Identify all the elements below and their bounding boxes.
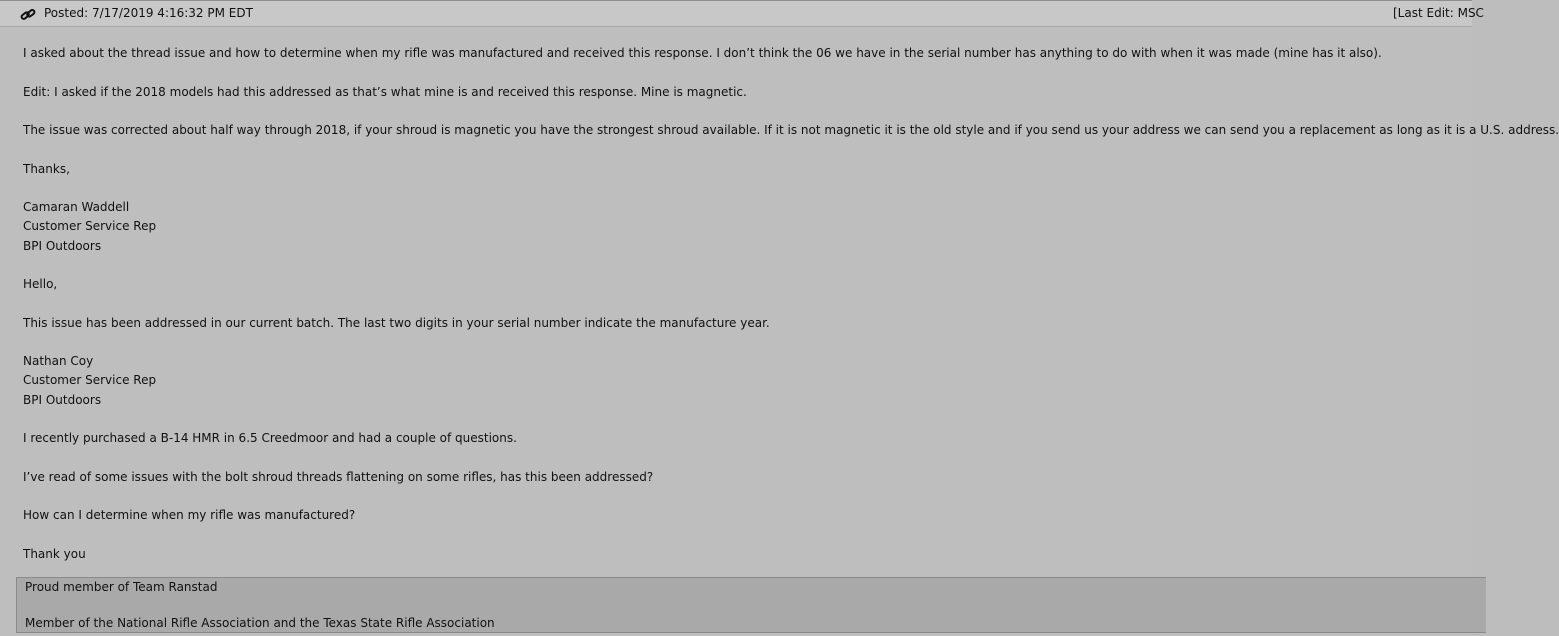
blank-line [23,256,1483,275]
post-line: I’ve read of some issues with the bolt shroud threads flattening on some rifles, has this been addressed? [23,469,654,484]
signature-line: Member of the National Rifle Association and the Texas State Rifle Association [25,616,495,630]
blank-line [23,102,1483,121]
post-line: This issue has been addressed in our current batch. The last two digits in your serial number indicate the manufacture year. [23,315,770,330]
blank-line [23,448,1483,467]
last-edit-info: [Last Edit: MSC [1393,6,1484,20]
blank-line [23,294,1483,313]
posted-date: Posted: 7/17/2019 4:16:32 PM EDT [44,6,253,20]
post-line: Thank you [23,546,86,561]
post-header [0,1,1484,27]
signature-line: Proud member of Team Ranstad [25,580,218,594]
post-line: Nathan Coy [23,354,94,368]
blank-line [23,525,1483,544]
blank-line [23,487,1483,506]
link-icon[interactable] [20,6,36,20]
post-line: Hello, [23,277,58,291]
post-line: The issue was corrected about half way through 2018, if your shroud is magnetic you have the strongest shroud available. If it is not magnetic it is the old style and if you send us your address we can send you a replacement as long as it is a U.S. address. [23,123,1559,137]
post-line: Camaran Waddell [23,200,130,214]
post-line: BPI Outdoors [23,392,102,407]
blank-line [23,140,1483,159]
post-line: How can I determine when my rifle was manufactured? [23,508,356,522]
blank-line [23,333,1483,352]
post-line: I asked about the thread issue and how to determine when my rifle was manufactured and received this response. I don’t think the 06 we have in the serial number has anything to do with when it was made (mine has it also). [23,46,1382,60]
blank-line [23,410,1483,429]
post-line: Customer Service Rep [23,373,157,388]
signature-box [16,577,1486,633]
post-line: Customer Service Rep [23,219,157,234]
post-line: Edit: I asked if the 2018 models had this addressed as that’s what mine is and received this response. Mine is magnetic. [23,84,747,99]
post-body [23,44,1559,564]
post-line: BPI Outdoors [23,238,102,253]
blank-line [23,63,1483,82]
blank-line [23,179,1483,198]
post-line: I recently purchased a B-14 HMR in 6.5 Creedmoor and had a couple of questions. [23,431,517,445]
post-line: Thanks, [23,161,70,176]
